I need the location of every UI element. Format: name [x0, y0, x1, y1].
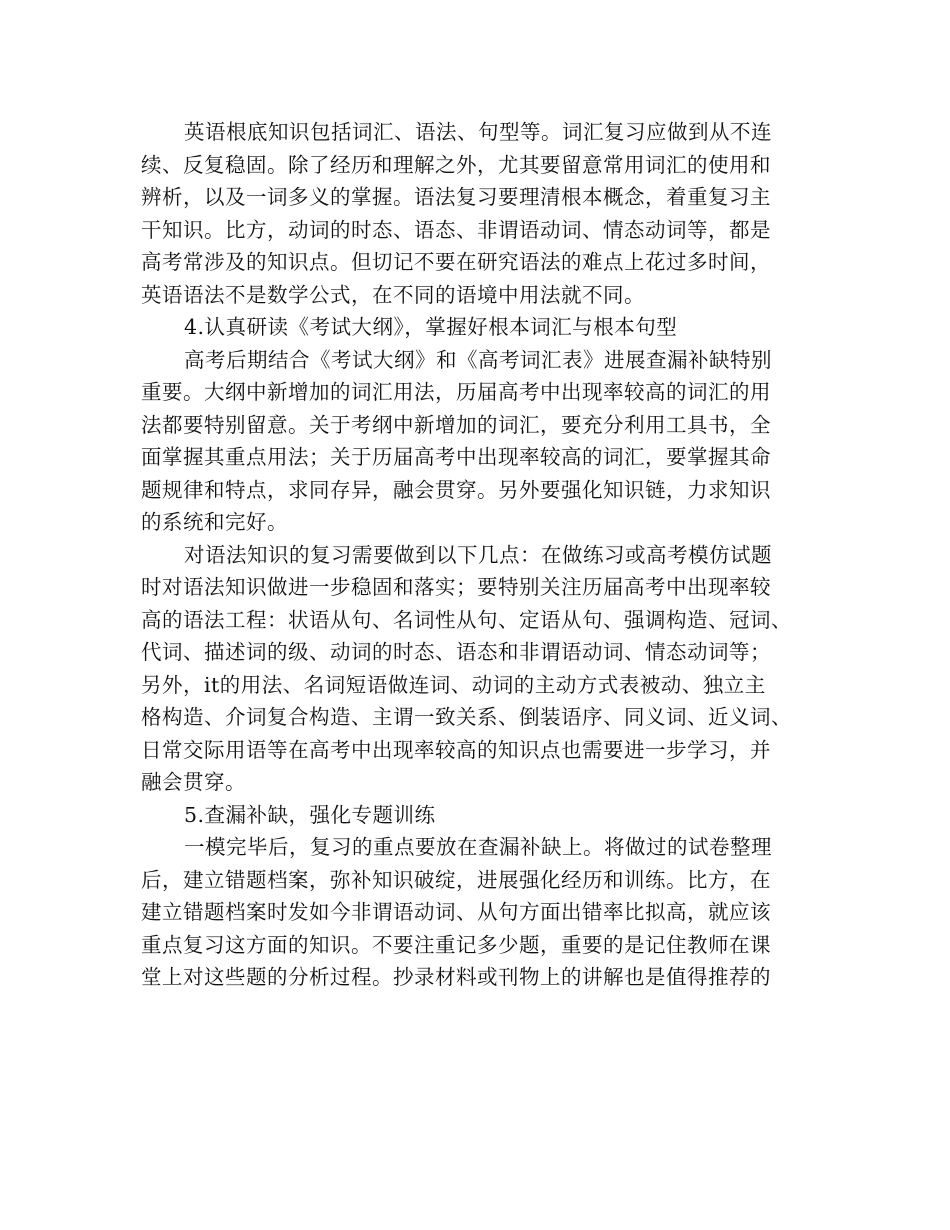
- text-line: 建立错题档案时发如今非谓语动词、从句方面出错率比拟高，就应该: [141, 900, 771, 924]
- section-heading: 4.认真研读《考试大纲》，掌握好根本词汇与根本句型: [184, 315, 678, 339]
- text-line: 高考后期结合《考试大纲》和《高考词汇表》进展查漏补缺特别: [184, 347, 772, 372]
- text-line: 面掌握其重点用法；关于历届高考中出现率较高的词汇，要掌握其命: [141, 445, 771, 469]
- text-line: 续、反复稳固。除了经历和理解之外，尤其要留意常用词汇的使用和: [141, 152, 771, 177]
- text-line: 题规律和特点，求同存异，融会贯穿。另外要强化知识链，力求知识: [141, 477, 771, 502]
- section-heading: 5.查漏补缺，强化专题训练: [184, 802, 436, 827]
- text-line: 融会贯穿。: [141, 770, 246, 794]
- text-line: 高的语法工程：状语从句、名词性从句、定语从句、强调构造、冠词、: [141, 607, 792, 632]
- text-line: 对语法知识的复习需要做到以下几点：在做练习或高考模仿试题: [184, 542, 772, 567]
- text-line: 的系统和完好。: [141, 510, 288, 534]
- text-line: 英语根底知识包括词汇、语法、句型等。词汇复习应做到从不连: [184, 120, 772, 144]
- text-line: 代词、描述词的级、动词的时态、语态和非谓语动词、情态动词等；: [141, 640, 771, 664]
- text-line: 另外，it的用法、名词短语做连词、动词的主动方式表被动、独立主: [141, 672, 766, 697]
- text-line: 后，建立错题档案，弥补知识破绽，进展强化经历和训练。比方，在: [141, 867, 771, 892]
- text-line: 英语语法不是数学公式，在不同的语境中用法就不同。: [141, 282, 645, 307]
- text-line: 日常交际用语等在高考中出现率较高的知识点也需要进一步学习，并: [141, 737, 771, 762]
- text-line: 重要。大纲中新增加的词汇用法，历届高考中出现率较高的词汇的用: [141, 380, 771, 404]
- text-line: 格构造、介词复合构造、主谓一致关系、倒装语序、同义词、近义词、: [141, 705, 792, 729]
- text-line: 法都要特别留意。关于考纲中新增加的词汇，要充分利用工具书，全: [141, 412, 771, 437]
- text-line: 一模完毕后，复习的重点要放在查漏补缺上。将做过的试卷整理: [184, 835, 772, 859]
- text-line: 堂上对这些题的分析过程。抄录材料或刊物上的讲解也是值得推荐的: [141, 965, 771, 989]
- text-line: 高考常涉及的知识点。但切记不要在研究语法的难点上花过多时间，: [141, 250, 771, 274]
- text-line: 干知识。比方，动词的时态、语态、非谓语动词、情态动词等，都是: [141, 217, 771, 242]
- text-line: 时对语法知识做进一步稳固和落实；要特别关注历届高考中出现率较: [141, 575, 771, 599]
- text-line: 辨析，以及一词多义的掌握。语法复习要理清根本概念，着重复习主: [141, 185, 771, 209]
- document-body: [141, 116, 827, 994]
- text-line: 重点复习这方面的知识。不要注重记多少题，重要的是记住教师在课: [141, 932, 771, 957]
